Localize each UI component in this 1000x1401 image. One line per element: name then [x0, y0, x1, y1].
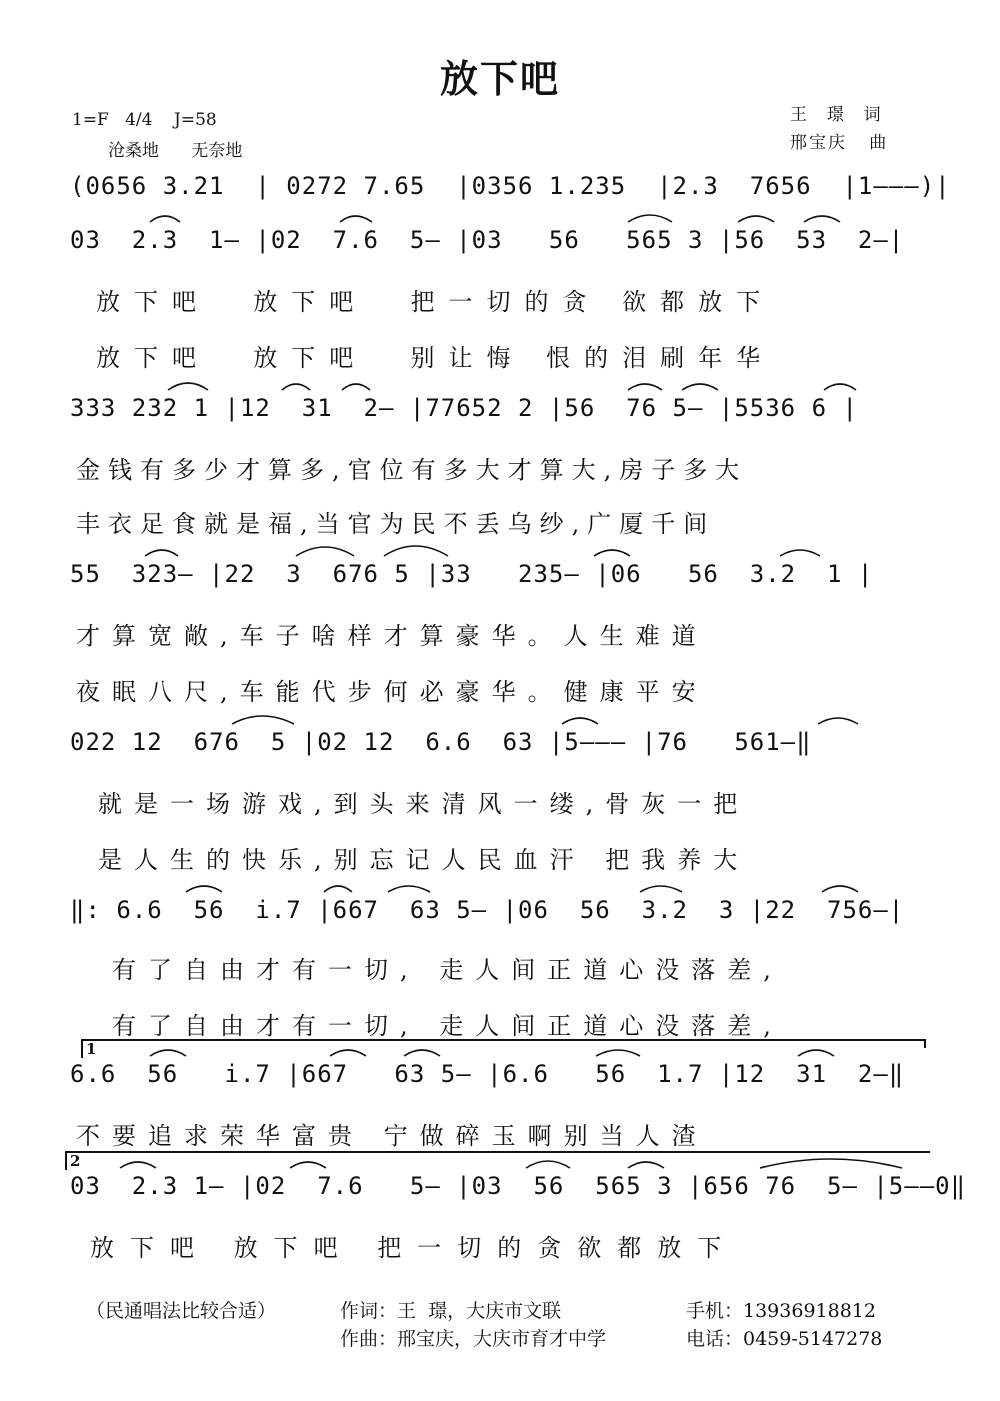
music-line-2: 333 232 1 |12 31 2— |77652 2 |56 76 5— |5536 6 |	[70, 394, 858, 422]
lyric-line-6: 不要追求荣华富贵 宁做碎玉啊别当人渣	[76, 1122, 708, 1150]
performance-direction: 沧桑地 无奈地	[108, 141, 243, 161]
slur-mark	[818, 718, 858, 724]
singing-style-note: （民通唱法比较合适）	[86, 1300, 277, 1322]
slur-mark	[232, 716, 294, 724]
slur-mark	[596, 1050, 640, 1056]
lyric-line-1a: 放下吧 放下吧 把一切的贪 欲都放下	[96, 288, 775, 316]
slur-mark	[145, 550, 178, 556]
slur-mark	[150, 1050, 186, 1056]
lyric-line-3a: 才算宽敞,车子啥样才算豪华。人生难道	[76, 622, 708, 650]
slur-mark	[168, 383, 208, 390]
music-line-7: 03 2.3 1— |02 7.6 5— |03 56 565 3 |656 76 5— |5——0‖	[70, 1172, 967, 1200]
volta-first-marker: 1	[86, 1040, 97, 1058]
song-title: 放下吧	[439, 56, 560, 101]
slur-mark	[296, 547, 354, 556]
slur-mark	[804, 216, 840, 222]
phone-number: 电话：0459-5147278	[686, 1328, 883, 1350]
slur-mark	[594, 550, 630, 556]
slur-mark	[562, 718, 598, 724]
slur-mark	[760, 1159, 902, 1168]
key-tempo: 1=F 4/4 J=58	[72, 110, 217, 130]
lyric-line-5b: 有了自由才有一切, 走人间正道心没落差,	[112, 1012, 783, 1040]
music-line-6: 6.6 56 i.7 |667 63 5— |6.6 56 1.7 |12 31 2—‖	[70, 1060, 905, 1088]
slur-mark	[342, 384, 370, 390]
slur-mark	[798, 1050, 834, 1056]
slur-mark	[186, 886, 222, 892]
slur-mark	[682, 384, 718, 390]
slur-mark	[120, 1162, 156, 1168]
lyric-line-4b: 是人生的快乐,别忘记人民血汗 把我养大	[98, 846, 750, 874]
music-line-4: 022 12 676 5 |02 12 6.6 63 |5——— |76 561—‖	[70, 728, 812, 756]
lyricist-info: 作词：王 璟，大庆市文联	[340, 1300, 562, 1322]
music-line-3: 55 323— |22 3 676 5 |33 235— |06 56 3.2 1 |	[70, 560, 874, 588]
slur-mark	[780, 550, 820, 556]
slur-mark	[822, 886, 858, 892]
slur-mark	[404, 1050, 440, 1056]
slur-mark	[628, 384, 662, 390]
lyricist-credit: 王 璟 词	[790, 105, 884, 125]
lyric-line-5a: 有了自由才有一切, 走人间正道心没落差,	[112, 956, 783, 984]
lyric-line-4a: 就是一场游戏,到头来清风一缕,骨灰一把	[98, 790, 750, 818]
composer-credit: 邢宝庆 曲	[790, 133, 889, 153]
lyric-line-2b: 丰衣足食就是福,当官为民不丢乌纱,广厦千间	[76, 510, 716, 538]
slur-mark	[290, 1162, 326, 1168]
slur-mark	[330, 1050, 366, 1056]
slur-mark	[824, 384, 856, 390]
lyric-line-1b: 放下吧 放下吧 别让悔 恨的泪刷年华	[96, 344, 775, 372]
slur-mark	[384, 546, 448, 556]
music-line-1: 03 2.3 1— |02 7.6 5— |03 56 565 3 |56 53 2—|	[70, 226, 905, 254]
slur-mark	[628, 1162, 664, 1168]
music-line-5: ‖: 6.6 56 i.7 |667 63 5— |06 56 3.2 3 |22 756—|	[70, 896, 905, 924]
slur-mark	[388, 886, 430, 892]
lyric-line-2a: 金钱有多少才算多,官位有多大才算大,房子多大	[76, 456, 748, 484]
slur-mark	[526, 1161, 570, 1168]
composer-info: 作曲：邢宝庆，大庆市育才中学	[340, 1328, 607, 1350]
mobile-number: 手机：13936918812	[686, 1300, 876, 1322]
lyric-line-3b: 夜眠八尺,车能代步何必豪华。健康平安	[76, 678, 708, 706]
lyric-line-7: 放下吧 放下吧 把一切的贪欲都放下	[90, 1234, 738, 1262]
slur-mark	[324, 886, 352, 892]
slur-mark	[340, 216, 372, 222]
slur-mark	[628, 215, 672, 222]
slur-mark	[640, 886, 682, 892]
slur-mark	[282, 384, 310, 390]
slur-mark	[738, 216, 774, 222]
slur-mark	[150, 216, 180, 222]
music-line-intro: (0656 3.21 | 0272 7.65 |0356 1.235 |2.3 7656 |1———)|	[70, 172, 951, 200]
volta-second-marker: 2	[70, 1152, 81, 1170]
